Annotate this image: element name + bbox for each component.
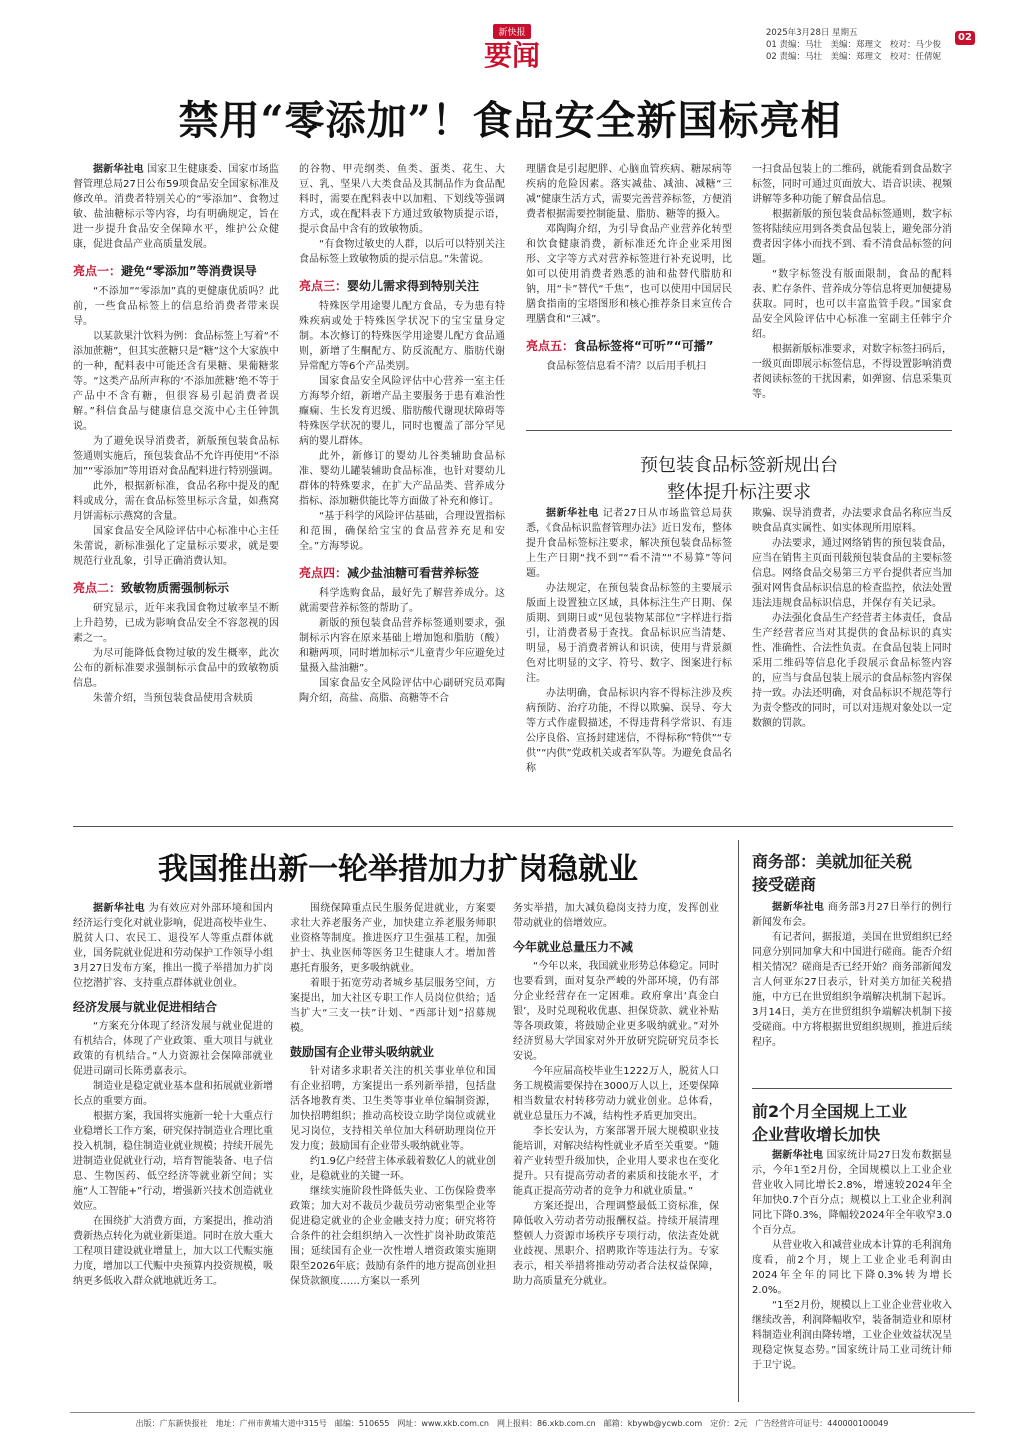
section-divider [73,826,953,827]
paragraph: 国家统计局27日发布数据显示，今年1至2月份，全国规模以上工业企业营业收入同比增长2.8%，增速较2024年全年加快0.7个百分点；规模以上工业企业利润同比下降0.3%，降幅较2024年全年收窄3.0个百分点。 [752,1150,952,1236]
paragraph: 国家食品安全风险评估中心营养一室主任方海琴介绍，新增产品主要服务于患有难治性癫痫、生长发育迟缓、脂肪酸代谢现状障碍等特殊医学状况的婴儿，同时也覆盖了部分罕见病的婴儿群体。 [299,376,505,447]
dateline: 据新华社电 [546,508,599,519]
paragraph: 办法强化食品生产经营者主体责任，食品生产经营者应当对其提供的食品标识的真实性、准确性、合法性负责。在食品包装上同时采用二维码等信息化手段展示食品标签内容的，应当与食品包装上展示的食品标签内容保持一致。办法还明确，对食品标识不规范等行为责令整改的同时，可以对违规对象处以一定数额的罚款。 [752,613,952,729]
paragraph: “1至2月份，规模以上工业企业营业收入继续改善，利润降幅收窄，装备制造业和原材料制造业利润由降转增，工业企业效益状况呈现稳定恢复态势。”国家统计局工业司统计师于卫宁说。 [752,1300,952,1371]
paragraph: 国家食品安全风险评估中心标准中心主任朱蕾说，新标准强化了定量标示要求，就是要规范行业乱象，引导正确消费认知。 [73,526,279,567]
paragraph: 办法要求，通过网络销售的预包装食品，应当在销售主页面刊载预包装食品的主要标签信息。网络食品交易第三方平台提供者应当加强对网售食品标识信息的检查监控，依法处置违法违规食品标识信息，并保存有关记录。 [752,538,952,609]
paragraph: 着眼于拓宽劳动者城乡基层服务空间，方案提出，加大社区专职工作人员岗位供给；适当扩大“三支一扶”计划、“西部计划”招募规模。 [290,978,496,1034]
headline-line: 企业营收增长加快 [752,1125,881,1144]
dateline: 据新华社电 [93,903,146,914]
paragraph: “基于科学的风险评估基础，合理设置指标和范围，确保给宝宝的食品营养充足和安全。”方海琴说。 [299,511,505,552]
paragraph: 有记者问，据报道，美国在世贸组织已经同意分别同加拿大和中国进行磋商。能否介绍相关情况？磋商是否已经开始？商务部新闻发言人何亚东27日表示，针对美方加征关税措施，中方已在世贸组织争端解决机制下起诉。3月14日，美方在世贸组织争端解决机制下接受磋商。中方将根据世贸组织规则，推进后续程序。 [752,932,952,1048]
dateline: 据新华社电 [772,1150,824,1161]
highlight-label: 亮点五： [526,339,575,353]
headline-line: 预包装食品标签新规出台 [640,455,838,476]
paragraph: 科学选购食品，最好先了解营养成分。这就需要营养标签的帮助了。 [299,588,505,614]
paragraph: “有食物过敏史的人群，以后可以特别关注食品标签上致敏物质的提示信息。”朱蕾说。 [299,239,505,265]
article2-col1 [526,506,732,776]
highlight-text: 致敏物质需强制标示 [121,581,230,595]
publisher-footer: 出版：广东新快报社 地址：广州市黄埔大道中315号 邮编：510655 网址：www.xkb.com.cn 网上报料：86.xkb.com.cn 邮箱：kbywb@ycwb.com 定价：2元 广告经营许可证号：440000100049 [135,1419,889,1428]
paragraph: 以某款果汁饮料为例：食品标签上写着“不添加蔗糖”，但其实蔗糖只是“糖”这个大家族中的一种，配料表中可能还含有果糖、果葡糖浆等。“这类产品所声称的‘不添加蔗糖’绝不等于产品中不含有糖，但很容易引起消费者误解。”科信食品与健康信息交流中心主任钟凯说。 [73,331,279,432]
paragraph: 商务部3月27日举行的例行新闻发布会。 [752,902,953,928]
paragraph: 邓陶陶介绍，为引导食品产业营养化转型和饮食健康消费，新标准还允许企业采用图形、文字等方式对营养标签进行补充说明，比如可以使用消费者熟悉的油和盐替代脂肪和钠，用“卡”替代“千焦”，也可以使用中国居民膳食指南的宝塔图形和核心推荐条目来宣传合理膳食和“三减”。 [526,224,732,325]
article3-subhead-1: 经济发展与就业促进相结合 [73,1000,218,1014]
highlight-text: 婴幼儿需求得到特别关注 [347,279,480,293]
article3-col3 [513,901,719,1289]
paragraph: “数字标签没有版面限制，食品的配料表、贮存条件、营养成分等信息将更加便捷易获取。同时，也可以丰富监管手段。”国家食品安全风险评估中心标准一室副主任韩宇介绍。 [752,269,952,340]
paragraph: 方案还提出，合理调整最低工资标准，保障低收入劳动者劳动报酬权益。持续开展清理整顿人力资源市场秩序专项行动，依法查处就业歧视、黑职介、招聘欺诈等违法行为。专家表示，相关举措将推动劳动者合法权益保障，助力高质量充分就业。 [513,1201,719,1287]
dateline: 据新华社电 [93,164,144,175]
paragraph: 为了避免误导消费者，新版预包装食品标签通则实施后，预包装食品不允许再使用“不添加”“零添加”等用语对食品配料进行特别强调。 [73,436,279,477]
highlight-text: 避免“零添加”等消费误导 [121,264,257,278]
paragraph: 此外，根据新标准，食品名称中提及的配料或成分，需在食品标签里标示含量，如燕窝月饼需标示燕窝的含量。 [73,481,279,522]
paragraph: “方案充分体现了经济发展与就业促进的有机结合，体现了产业政策、重大项目与就业政策的有机结合。”人力资源社会保障部就业促进司副司长陈勇嘉表示。 [73,1021,273,1077]
headline-line: 前2个月全国规上工业 [752,1102,908,1121]
article1-col4 [752,162,952,402]
article2-col2 [752,506,952,731]
masthead-brand [472,20,552,73]
article2-headline [526,452,952,506]
main-headline: 禁用“零添加”！食品安全新国标亮相 [178,97,842,144]
article1-col3 [526,162,732,374]
highlight-5-heading [526,337,732,355]
paragraph: 特殊医学用途婴儿配方食品，专为患有特殊疾病或处于特殊医学状况下的宝宝量身定制。本次修订的特殊医学用途婴儿配方食品通则，新增了生酮配方、防反流配方、脂肪代谢异常配方等6个产品类别。 [299,301,505,372]
paragraph: 根据新版的预包装食品标签通则，数字标签将陆续应用到各类食品包装上，避免部分消费者因字体小而找不到、看不清食品标签的问题。 [752,209,952,265]
highlight-2-heading [73,579,279,597]
paragraph: 为有效应对外部环境和国内经济运行变化对就业影响，促进高校毕业生、脱贫人口、农民工、退役军人等重点群体就业，国务院就业促进和劳动保护工作领导小组3月27日发布方案，推出一揽子举措加力扩岗位挖潜扩容、支持重点群体就业创业。 [73,903,274,989]
paragraph: 今年应届高校毕业生1222万人，脱贫人口务工规模需要保持在3000万人以上，还要保障相当数量农村转移劳动力就业创业。总体看，就业总量压力不减，结构性矛盾更加突出。 [513,1066,719,1122]
section-name: 要闻 [483,39,540,72]
column-divider [738,840,739,1402]
article3-subhead-2: 鼓励国有企业带头吸纳就业 [290,1045,435,1059]
highlight-text: 减少盐油糖可看营养标签 [347,566,480,580]
paragraph: 朱蕾介绍，当预包装食品使用含麸质 [93,693,253,704]
highlight-label: 亮点一： [73,264,122,278]
article4-headline [752,850,952,896]
article4-body [752,900,952,1050]
paragraph: 国家卫生健康委、国家市场监督管理总局27日公布59项食品安全国家标准及修改单。消费者特别关心的“零添加”、食物过敏、盐油糖标示等内容，均有明确规定，旨在进一步提升食品安全保障水平，维护公众健康，促进食品产业高质量发展。 [73,164,279,250]
staff-line-2: 02 责编：马壮 美编：郑理文 校对：任倩妮 [766,52,942,62]
paragraph: 针对诸多求职者关注的机关事业单位和国有企业招聘，方案提出一系列新举措，包括盘活各地教育类、卫生类等事业单位编制资源，加快招聘组织；推动高校设立助学岗位或就业见习岗位，支持相关单位加大科研助理岗位开发力度；鼓励国有企业带头吸纳就业等。 [290,1066,496,1152]
headline-line: 整体提升标注要求 [667,482,811,503]
paragraph: 办法规定，在预包装食品标签的主要展示版面上设置独立区域，具体标注生产日期、保质期、到期日或“见包装物某部位”字样进行指引，让消费者易于查找。食品标识应当清楚、明显，易于消费者辨认和识读，使用与背景颜色对比明显的文字、符号、数字、图案进行标注。 [526,583,732,684]
paragraph: 办法明确，食品标识内容不得标注涉及疾病预防、治疗功能，不得以欺骗、误导、夸大等方式作虚假描述，不得违背科学常识、有违公序良俗、宣扬封建迷信，不得标称“特供”“专供”“内供”党政机关或者军队等。为避免食品名称 [526,688,732,774]
paragraph: “今年以来，我国就业形势总体稳定。同时也要看到，面对复杂严峻的外部环境，仍有部分企业经营存在一定困难。政府拿出‘真金白银’，及时兑现税收优惠、担保贷款、就业补贴等各项政策，将鼓励企业更多吸纳就业。”对外经济贸易大学国家对外开放研究院研究员李长安说。 [513,961,719,1062]
paragraph: “不添加”“零添加”真的更健康优质吗？此前，一些食品标签上的信息给消费者带来误导。 [73,286,279,327]
article5-body [752,1148,952,1373]
issue-date: 2025年3月28日 星期五 [766,28,858,38]
highlight-1-heading [73,262,279,280]
paragraph: 一扫食品包装上的二维码，就能看到食品数字标签，同时可通过页面放大、语音识读、视频讲解等多种功能了解食品信息。 [752,164,952,205]
paragraph: 李长安认为，方案部署开展大规模职业技能培训，对解决结构性就业矛盾至关重要。“随着产业转型升级加快，企业用人要求也在变化提升。只有提高劳动者的素质和技能水平，才能真正提高劳动者的竞争力和就业质量。” [513,1126,719,1197]
paragraph: 制造业是稳定就业基本盘和拓展就业新增长点的重要方面。 [73,1081,273,1107]
staff-line-1: 01 责编：马壮 美编：郑理文 校对：马少俊 [766,40,942,50]
footer-divider [70,1412,975,1413]
highlight-label: 亮点四： [299,566,348,580]
article3-headline: 我国推出新一轮举措加力扩岗稳就业 [158,852,638,887]
paragraph: 国家食品安全风险评估中心副研究员邓陶陶介绍，高盐、高脂、高糖等不合 [299,678,505,704]
paragraph: 新版的预包装食品营养标签通则要求，强制标示内容在原来基础上增加饱和脂肪（酸）和糖两项，同时增加标示“儿童青少年应避免过量摄入盐油糖”。 [299,618,505,674]
paragraph: 在围绕扩大消费方面，方案提出，推动消费新热点转化为就业新渠道。同时在放大重大工程项目建设就业增量上，加大以工代赈实施力度，增加以工代赈中央预算内投资规模，吸纳更多低收入群众就地就近务工。 [73,1216,273,1287]
dateline: 据新华社电 [772,902,825,913]
paragraph: 食品标签信息看不清？以后用手机扫 [546,361,706,372]
article1-col2 [299,162,505,706]
paragraph: 此外，新修订的婴幼儿谷类辅助食品标准、婴幼儿罐装辅助食品标准，也针对婴幼儿群体的特殊要求，在扩大产品品类、营养成分指标、添加糖供能比等方面做了补充和修订。 [299,451,505,507]
highlight-label: 亮点二： [73,581,122,595]
brand-badge: 新快报 [493,24,530,39]
paragraph: 务实举措，加大减负稳岗支持力度，发挥创业带动就业的倍增效应。 [513,903,719,929]
divider [752,1088,952,1089]
paragraph: 根据方案，我国将实施新一轮十大重点行业稳增长工作方案，研究保持制造业合理比重投入机制，稳住制造业就业规模；持续开展先进制造业促就业行动，培育智能装备、电子信息、生物医药、低空经济等就业新空间；实施“人工智能+”行动，增强新兴技术创造就业效应。 [73,1111,273,1212]
article3-col2 [290,901,496,1289]
highlight-3-heading [299,277,505,295]
highlight-label: 亮点三： [299,279,348,293]
paragraph: 围绕保障重点民生服务促进就业，方案要求壮大养老服务产业，加快建立养老服务师职业资格等制度。推进医疗卫生强基工程，加强护士、执业医师等医务卫生健康人才。增加普惠托育服务，更多吸纳就业。 [290,903,496,974]
headline-line: 接受磋商 [752,875,817,894]
highlight-4-heading [299,564,505,582]
issue-meta [766,27,941,63]
article1-col1 [73,162,279,706]
article5-headline [752,1100,952,1146]
paragraph: 继续实施阶段性降低失业、工伤保险费率政策；加大对不裁员少裁员劳动密集型企业等促进稳定就业的企业金融支持力度；研究将符合条件的社会组织纳入一次性扩岗补助政策范围；延续国有企业一次性增人增资政策实施期限至2026年底；鼓励有条件的地方提高创业担保贷款额度……方案以一系列 [290,1186,496,1287]
paragraph: 欺骗、误导消费者，办法要求食品名称应当反映食品真实属性、如实体现所用原料。 [752,508,952,534]
paragraph: 为尽可能降低食物过敏的发生概率，此次公布的新标准要求强制标示食品中的致敏物质信息。 [73,648,279,689]
paragraph: 研究显示，近年来我国食物过敏率呈不断上升趋势，已成为影响食品安全不容忽视的因素之一。 [73,603,279,644]
paragraph: 约1.9亿户经营主体承载着数亿人的就业创业，是稳就业的关键一环。 [290,1156,496,1182]
highlight-text: 食品标签将“可听”“可播” [574,339,714,353]
paragraph: 的谷物、甲壳纲类、鱼类、蛋类、花生、大豆、乳、坚果八大类食品及其制品作为食品配料时，需要在配料表中以加粗、下划线等强调方式，或在配料表下方通过致敏物质提示语，提示食品中含有的致敏物质。 [299,164,505,235]
page-number: 02 [955,31,975,45]
headline-line: 商务部：美就加征关税 [752,852,913,871]
paragraph: 理膳食是引起肥胖、心脑血管疾病、糖尿病等疾病的危险因素。落实减盐、减油、减糖“三减”健康生活方式，需要完善营养标签，方便消费者根据需要控制能量、脂肪、糖等的摄入。 [526,164,732,220]
paragraph: 根据新版标准要求，对数字标签扫码后，一级页面即展示标签信息，不得设置影响消费者阅读标签的干扰因素，如弹窗、信息采集页等。 [752,344,952,400]
paragraph: 记者27日从市场监管总局获悉，《食品标识监督管理办法》近日发布，整体提升食品标签标注要求，解决预包装食品标签上生产日期“找不到”“看不清”“不易算”等问题。 [526,508,732,579]
paragraph: 从营业收入和减营业成本计算的毛利润角度看，前2个月，规上工业企业毛利润由2024年全年的同比下降0.3%转为增长2.0%。 [752,1240,952,1296]
article3-col1 [73,901,273,1289]
divider [526,430,952,431]
article3-subhead-3: 今年就业总量压力不减 [513,940,634,954]
